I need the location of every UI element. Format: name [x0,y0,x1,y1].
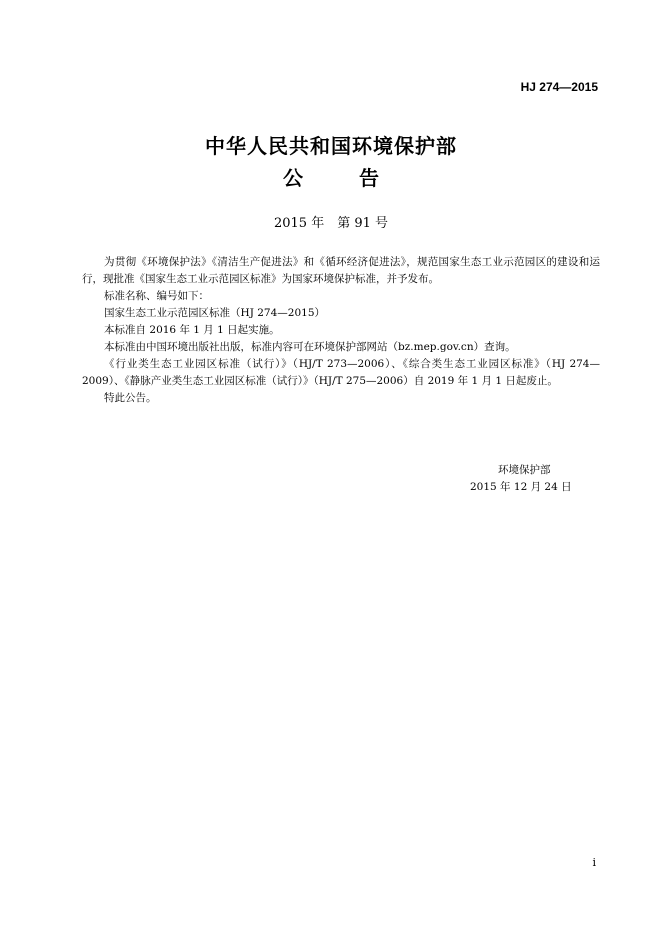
paragraph-publisher: 本标准由中国环境出版社出版，标准内容可在环境保护部网站（bz.mep.gov.cn）查询。 [104,341,516,353]
paragraph-repeal: 《行业类生态工业园区标准（试行）》（HJ/T 273—2006）、《综合类生态工业园区标准》（HJ 274—2009）、《静脉产业类生态工业园区标准（试行）》（HJ/T 275—2006）自 2019 年 1 月 1 日起废止。 [82,358,600,387]
ministry-title: 中华人民共和国环境保护部 [205,134,457,158]
standard-code: HJ 274—2015 [520,80,598,94]
page-number: i [592,856,596,869]
announcement-body [82,254,600,407]
paragraph-purpose: 为贯彻《环境保护法》《清洁生产促进法》和《循环经济促进法》，规范国家生态工业示范园区的建设和运行，现批准《国家生态工业示范园区标准》为国家环境保护标准，并予发布。 [82,256,600,285]
signing-date: 2015 年 12 月 24 日 [470,481,572,493]
signing-organization: 环境保护部 [498,464,551,476]
paragraph-standard-list-intro: 标准名称、编号如下： [104,290,210,302]
paragraph-closing: 特此公告。 [104,392,157,404]
paragraph-effective-date: 本标准自 2016 年 1 月 1 日起实施。 [104,324,280,336]
issue-number: 2015 年 第 91 号 [273,216,389,231]
signature-block [470,462,600,496]
paragraph-standard-name: 国家生态工业示范园区标准（HJ 274—2015） [104,307,326,319]
announcement-title: 公 告 [283,166,397,190]
